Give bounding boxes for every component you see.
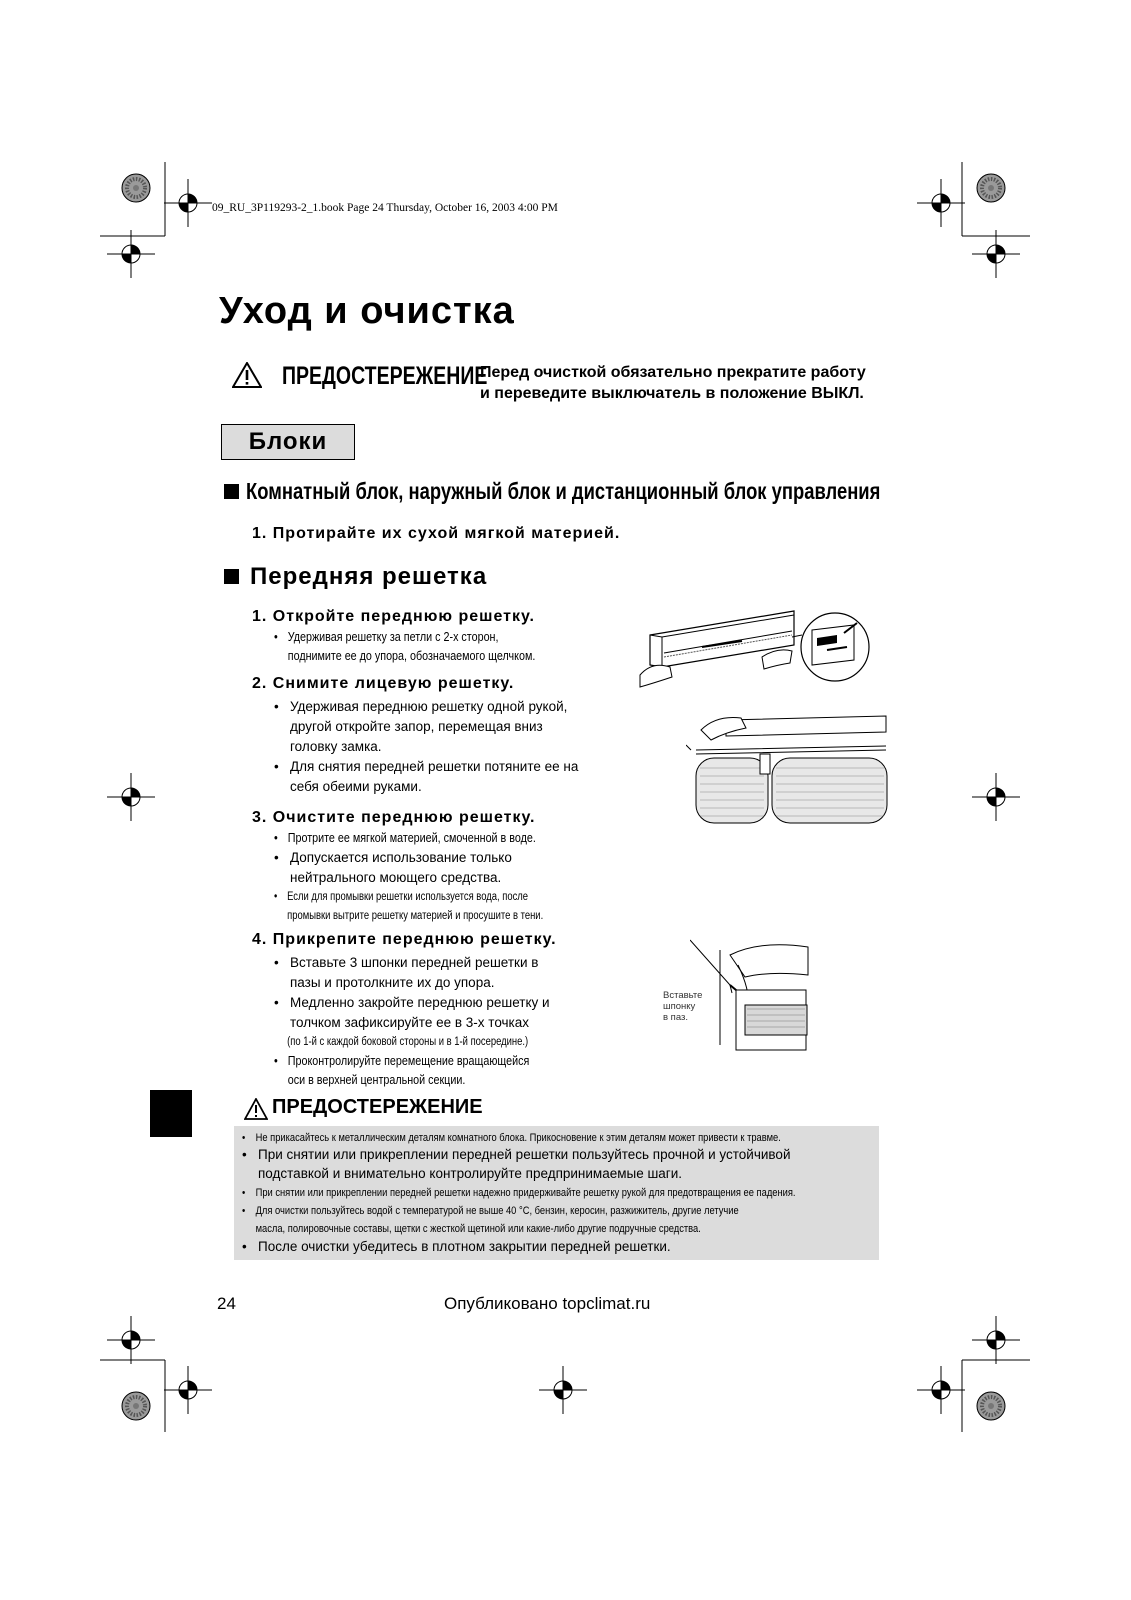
caution-box	[234, 1126, 879, 1260]
bullet: •	[274, 759, 279, 774]
square-bullet-icon	[224, 569, 239, 584]
section-label: Блоки	[221, 424, 355, 460]
warning-icon	[232, 362, 262, 388]
bullet: •	[274, 850, 279, 865]
figure-caption-line: шпонку	[663, 1001, 696, 1012]
bullet-text: Вставьте 3 шпонки передней решетки в	[290, 955, 539, 970]
caution-item: • При снятии или прикреплении передней решетки пользуйтесь прочной и устойчивой	[242, 1147, 791, 1162]
caution-item: • При снятии или прикреплении передней решетки надежно придерживайте решетку рукой для предотвращения ее падения.	[242, 1187, 796, 1199]
caution-item-cont: подставкой и внимательно контролируйте предпринимаемые шаги.	[258, 1166, 683, 1181]
caution-item: • После очистки убедитесь в плотном закрытии передней решетки.	[242, 1239, 671, 1254]
bullet-text: Протрите ее мягкой материей, смоченной в воде.	[287, 831, 536, 845]
bullet-text: другой откройте запор, перемещая вниз	[290, 719, 543, 734]
warning-line-1: Перед очисткой обязательно прекратите работу	[480, 364, 866, 381]
page-title: Уход и очистка	[219, 290, 515, 332]
bullet-text: поднимите ее до упора, обозначаемого щелчком.	[287, 649, 536, 663]
bullet-text: пазы и протолкните их до упора.	[290, 975, 495, 990]
step-1-bullets	[274, 628, 535, 666]
bullet: •	[274, 891, 278, 903]
square-bullet-icon	[224, 484, 239, 499]
figure-caption	[663, 990, 702, 1023]
caution-icon	[244, 1098, 268, 1120]
bullet-text: нейтрального моющего средства.	[290, 870, 502, 885]
warning-label: ПРЕДОСТЕРЕЖЕНИЕ	[282, 362, 488, 390]
bullet-text: Допускается использование только	[290, 850, 512, 865]
figure-caption-line: в паз.	[663, 1012, 689, 1023]
step-3-title: 3. Очистите переднюю решетку.	[252, 809, 536, 826]
bullet: •	[274, 1054, 278, 1068]
bullet: •	[274, 630, 278, 644]
bullet-text: Проконтролируйте перемещение вращающейся	[287, 1054, 530, 1068]
caution-label: ПРЕДОСТЕРЕЖЕНИЕ	[272, 1096, 483, 1118]
step-1-title: 1. Откройте переднюю решетку.	[252, 608, 535, 625]
bullet-text: себя обеими руками.	[290, 779, 422, 794]
step-4-title: 4. Прикрепите переднюю решетку.	[252, 931, 557, 948]
bullet: •	[274, 699, 279, 714]
bullet: •	[274, 831, 278, 845]
step-3-bullets	[274, 829, 602, 926]
bullet-text: головку замка.	[290, 739, 382, 754]
illustration-attach-grille	[690, 935, 810, 1055]
caution-item: • Для очистки пользуйтесь водой с температурой не выше 40 °C, бензин, керосин, разжижитель, другие летучие	[242, 1205, 739, 1217]
bullet-text: Если для промывки решетки используется вода, после	[287, 891, 529, 903]
subsection-heading-grille: Передняя решетка	[250, 563, 488, 590]
illustration-remove-grille	[686, 710, 896, 825]
step-2-bullets	[274, 697, 578, 797]
step-wipe: 1. Протирайте их сухой мягкой материей.	[252, 525, 621, 542]
step-4-bullets	[274, 953, 584, 1090]
bullet: •	[274, 955, 279, 970]
bullet-text: промывки вытрите решетку материей и просушите в тени.	[287, 910, 544, 922]
warning-line-2: и переведите выключатель в положение ВЫКЛ.	[480, 385, 864, 402]
bullet-text: Для снятия передней решетки потяните ее на	[290, 759, 579, 774]
bullet-text: Удерживая решетку за петли с 2-х сторон,	[287, 630, 499, 644]
bullet-text: оси в верхней центральной секции.	[287, 1073, 466, 1087]
bullet-text: Удерживая переднюю решетку одной рукой,	[290, 699, 568, 714]
section-tab	[150, 1090, 192, 1137]
bullet-text: (по 1-й с каждой боковой стороны и в 1-й посередине.)	[287, 1036, 529, 1048]
bullet-text: толчком зафиксируйте ее в 3-х точках	[290, 1015, 530, 1030]
page-number: 24	[217, 1294, 236, 1313]
illustration-open-grille	[632, 605, 892, 700]
caution-item-cont: масла, полировочные составы, щетки с жесткой щетиной или какие-либо другие подручные средства.	[255, 1223, 701, 1235]
step-2-title: 2. Снимите лицевую решетку.	[252, 675, 515, 692]
subsection-heading-units: Комнатный блок, наружный блок и дистанционный блок управления	[246, 478, 881, 504]
warning-text	[480, 362, 866, 404]
bullet: •	[274, 995, 279, 1010]
figure-caption-line: Вставьте	[663, 990, 703, 1001]
book-header: 09_RU_3P119293-2_1.book Page 24 Thursday, October 16, 2003 4:00 PM	[212, 202, 558, 214]
caution-item: • Не прикасайтесь к металлическим деталям комнатного блока. Прикосновение к этим деталям может привести к травме.	[242, 1132, 781, 1144]
bullet-text: Медленно закройте переднюю решетку и	[290, 995, 550, 1010]
footer-text: Опубликовано topclimat.ru	[444, 1294, 651, 1313]
